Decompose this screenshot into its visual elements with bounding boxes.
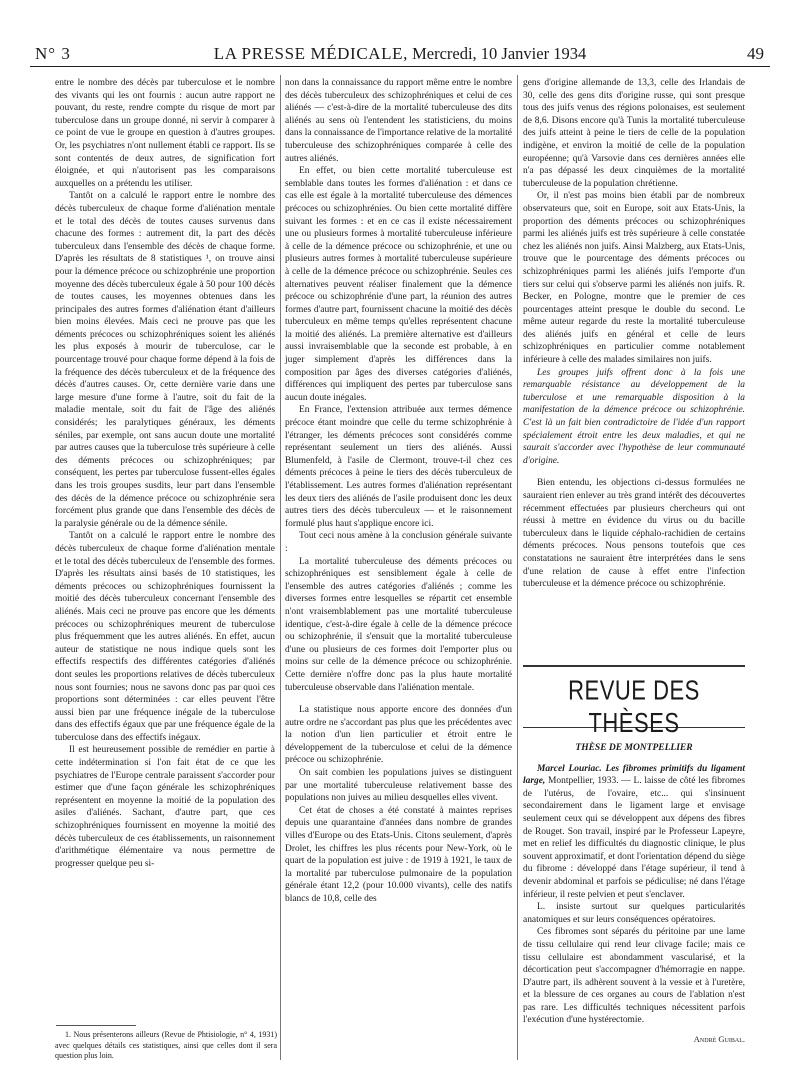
paragraph: Il est heureusement possible de remédier en partie à cette indétermination si l'on fait état de ce que les psychiatres de l'Europe centrale paraissent s'accorder pour estimer que d'une façon générale les schizophréniques représentent en moyenne la moitié de la population des asiles d'aliénés. Sachant, d'autre part, que ces schizophréniques fournissent en moyenne la moitié des décès tuberculeux de ces établissements, un raisonnement d'arithmétique élémentaire va nous permettre de progresser quelque peu si-: [55, 745, 275, 869]
paragraph: Cet état de choses a été constaté à maintes reprises depuis une quarantaine d'années dans nombre de grandes villes d'Europe ou des Etats-Unis. Citons seulement, d'après Drolet, les chiffres les plus récents pour New-York, où le quart de la population est juive : de 1919 à 1921, le taux de la mortalité par tuberculose pulmonaire de la population générale étant 12,2 (pour 10.000 vivants), celle des natifs blancs de 10,8, celle des: [285, 805, 512, 904]
thesis-summary: Montpellier, 1933. — L. laisse de côté les fibromes de l'utérus, de l'ovaire, etc... qui s'insinuent secondairement dans le ligament large et envisage seulement ceux qui se développent aux dépens des fibres de Rouget. Son travail, inspiré par le Professeur Lapeyre, met en relief les difficultés du diagnostic clinique, le plus souvent approximatif, et dont l'orientation dépend du siège du fibrome : développé dans l'étage supérieur, il tend à devenir abdominal et parfois se pédiculise; né dans l'étage inférieur, il reste pelvien et peut s'enclaver.: [523, 776, 745, 900]
review-signature: André Guibal.: [693, 1034, 745, 1045]
column-2: [285, 77, 512, 906]
column-rule: [517, 75, 518, 1060]
thesis-review: [523, 740, 745, 1046]
paragraph: Tantôt on a calculé le rapport entre le nombre des décès tuberculeux de chaque forme d'aliénation mentale et le total des décès tuberculeux de l'ensemble des formes. D'après les résultats ainsi basés de 10 statistiques, les déments précoces ou schizophréniques fournissent la moitié des décès tuberculeux concernant l'ensemble des aliénés. Mais ceci ne prouve pas encore que les déments précoces ou schizophréniques meurent de tuberculose plus fréquemment que les autres aliénés. En effet, aucun auteur de statistique ne nous indique quels sont les effectifs respectifs des différentes catégories d'aliénés dont seules les proportions relatives de décès tuberculeux nous sont fournies; nous ne savons donc pas par quoi ces proportions sont déterminées : car elles peuvent l'être aussi bien par une fréquence inégale de la tuberculose dans des effectifs égaux que par une fréquence égale de la tuberculose dans des effectifs inégaux.: [55, 531, 275, 743]
paragraph: entre le nombre des décès par tuberculose et le nombre des vivants qui les ont fournis : aucun autre rapport ne pouvant, du reste, rendre compte du risque de mort par tuberculose dans un groupe donné, ni servir à comparer à ce point de vue le groupe en question à d'autres groupes. Or, les psychiatres n'ont nullement établi ce rapport. Ils se sont contentés de deux autres, de signification fort éloignée, et qui n'autorisent pas les comparaisons auxquelles on a prétendu les utiliser.: [55, 78, 275, 189]
column-1: [55, 77, 275, 870]
journal-name: LA PRESSE MÉDICALE,: [213, 44, 408, 63]
paragraph-italic: Les groupes juifs offrent donc à la fois une remarquable résistance au développement de la tuberculose et une remarquable disposition à la manifestation de la démence précoce ou schizophrénie. C'est là un fait bien contradictoire de l'idée d'un rapport spécialement étroit entre les deux maladies, et qui ne saurait s'accorder avec l'hypothèse de leur communauté d'origine.: [523, 367, 745, 466]
review-heading: REVUE DES THÈSES: [568, 674, 700, 739]
paragraph: On sait combien les populations juives se distinguent par une mortalité tuberculeuse relativement basse des populations non juives au milieu desquelles elles vivent.: [285, 768, 512, 804]
paragraph: Tout ceci nous amène à la conclusion générale suivante :: [285, 531, 512, 554]
page-number: 49: [747, 44, 764, 63]
thesis-subheading: THÈSE DE MONTPELLIER: [575, 743, 693, 753]
column-3: [523, 77, 745, 591]
issue-date: Mercredi, 10 Janvier 1934: [412, 44, 587, 63]
paragraph: non dans la connaissance du rapport même entre le nombre des décès tuberculeux des schizophréniques et celui de ces aliénés — c'est-à-dire de la mortalité tuberculeuse des dits aliénés au sens où l'entendent les statisticiens, du moins dans la connaissance de l'importance relative de la mortalité tuberculeuse des schizophréniques comparée à celle des autres aliénés.: [285, 78, 512, 164]
footnote-text: 1. Nous présenterons ailleurs (Revue de Phtisiologie, n° 4, 1931) avec quelques détails ces statistiques, ainsi que celles dont il sera question plus loin.: [55, 1030, 277, 1060]
page-header: [30, 42, 770, 67]
paragraph: En France, l'extension attribuée aux termes démence précoce étant moindre que celle du terme schizophrénie à l'étranger, les déments précoces sont considérés comme représentant seulement un tiers des aliénés. Aussi Blumenfeld, à l'asile de Clermont, trouve-t-il chez ces déments précoces à peine le tiers des décès tuberculeux de l'établissement. Les autres formes d'aliénation représentant les deux tiers des aliénés de l'asile produisent donc les deux autres tiers des décès tuberculeux — et le raisonnement formulé plus haut s'applique encore ici.: [285, 405, 512, 529]
paragraph: La statistique nous apporte encore des données d'un autre ordre ne s'accordant pas plus que les précédentes avec la notion d'un lien particulier et étroit entre le développement de la tuberculose et celui de la démence précoce ou schizophrénie.: [285, 705, 512, 766]
footnote: [55, 1030, 277, 1062]
paragraph: L. insiste surtout sur quelques particularités anatomiques et sur leurs conséquences opératoires.: [523, 902, 745, 925]
paragraph: Or, il n'est pas moins bien établi par de nombreux observateurs que, soit en Europe, soit aux Etats-Unis, la proportion des déments précoces ou schizophréniques parmi les aliénés juifs est très supérieure à celle constatée chez les aliénés non juifs. Ainsi Malzberg, aux Etats-Unis, trouve que le pourcentage des déments précoces ou schizophréniques parmi les aliénés juifs l'emporte d'un tiers sur celui qui s'observe parmi les aliénés non juifs. R. Becker, en Pologne, montre que le premier de ces pourcentages atteint presque le double du second. Le même auteur regarde du reste la mortalité tuberculeuse des aliénés juifs en général et celle de leurs schizophréniques en particulier comme notablement inférieure à celle des malades similaires non juifs.: [523, 191, 745, 366]
issue-number: N° 3: [35, 44, 71, 63]
paragraph: gens d'origine allemande de 13,3, celle des Irlandais de 30, celle des gens dits d'origine russe, qui sont presque tous des juifs venus des régions polonaises, est seulement de 8,6. Disons encore qu'à Tunis la mortalité tuberculeuse des juifs atteint à peine le tiers de celle de la population indigène, et environ la moitié de celle de la population européenne; qu'à Varsovie dans ces dernières années elle n'a pas dépassé les deux cinquièmes de la mortalité tuberculeuse de la population chrétienne.: [523, 78, 745, 189]
review-heading-box: [523, 665, 745, 739]
column-rule: [280, 75, 281, 1060]
paragraph: Bien entendu, les objections ci-dessus formulées ne sauraient rien enlever au très grand intérêt des découvertes récemment effectuées par plusieurs chercheurs qui ont réussi à mettre en évidence du virus ou du bacille tuberculeux dans le liquide céphalo-rachidien de certains déments précoces. Nous pensons toutefois que ces constatations ne sauraient être interprétées dans le sens d'une relation de cause à effet entre l'infection tuberculeuse et la démence précoce ou schizophrénie.: [523, 478, 745, 590]
paragraph: Tantôt on a calculé le rapport entre le nombre des décès tuberculeux de chaque forme d'aliénation mentale et le total des décès de toutes causes survenus dans chacune des formes : autrement dit, la part des décès tuberculeux dans l'ensemble des décès de chaque forme. D'après les résultats de 8 statistiques ¹, on trouve ainsi pour la démence précoce ou schizophrénie une proportion moyenne des décès tuberculeux égale à 50 pour 100 décès de toutes causes, les moyennes obtenues dans les principales des autres formes d'aliénation étant d'ailleurs bien moins élevées. Mais ceci ne prouve pas que les déments précoces ou schizophréniques soient les aliénés les plus exposés à mourir de tuberculose, car le pourcentage trouvé pour chaque forme dépend à la fois de la fréquence des décès tuberculeux et de la fréquence des décès d'autres causes. Or, cette dernière varie dans une large mesure d'une forme à l'autre, soit du fait de la maladie mentale, soit du fait de l'âge des aliénés considérés; les paralytiques généraux, les déments séniles, par exemple, ont sans aucun doute une mortalité par autres causes que la tuberculose très supérieure à celle des déments précoces ou schizophréniques; par conséquent, les pertes par tuberculose fussent-elles égales dans les trois groupes susdits, leur part dans l'ensemble des décès de la démence précoce ou schizophrénie sera forcément plus grande que dans l'ensemble des décès de la paralysie générale ou de la démence sénile.: [55, 191, 275, 529]
paragraph: La mortalité tuberculeuse des déments précoces ou schizophréniques est sensiblement égale à celle de l'ensemble des autres catégories d'aliénés ; comme les diverses formes entre lesquelles se répartit cet ensemble n'ont vraisemblablement pas une mortalité tuberculeuse identique, c'est-à-dire égale à celle de la démence précoce ou schizophrénie, il s'ensuit que la mortalité tuberculeuse d'une ou plusieurs de ces formes doit l'emporter plus ou moins sur celle de la démence précoce ou schizophrénie. Cette dernière n'offre donc pas la plus haute mortalité tuberculeuse observable dans l'aliénation mentale.: [285, 556, 512, 693]
paragraph: En effet, ou bien cette mortalité tuberculeuse est semblable dans toutes les formes d'aliénation : et dans ce cas elle est égale à la mortalité tuberculeuse des démences précoces ou schizophrénies. Ou bien cette mortalité diffère suivant les formes : et en ce cas il existe nécessairement une ou plusieurs formes à mortalité tuberculeuse inférieure à celle de la démence précoce ou schizophrénie, et une ou plusieurs autres formes à mortalité tuberculeuse supérieure à celle de la démence précoce ou schizophrénie. Seules ces alternatives peuvent réaliser finalement que la démence précoce ou schizophrénie d'une part, la réunion des autres formes d'autre part, fournissent chacune la moitié des décès tuberculeux en même temps qu'elles représentent chacune la moitié des aliénés. La première alternative est d'ailleurs aussi invraisemblable que la seconde est probable, à en juger simplement d'après les différences dans la composition par âges des diverses catégories d'aliénés, différences qui impliquent des pertes par tuberculose sans aucun doute inégales.: [285, 166, 512, 403]
journal-title: [30, 44, 770, 64]
thesis-entry: [523, 763, 745, 902]
paragraph: Ces fibromes sont séparés du péritoine par une lame de tissu cellulaire qui rend leur clivage facile; mais ce tissu cellulaire est abondamment vascularisé, et la décortication peut s'accompagner d'hémorragie en nappe. D'autre part, ils adhèrent souvent à la vessie et à l'uretère, et la blessure de ces organes au cours de l'ablation n'est pas rare. Les difficultés techniques nécessitent parfois l'exécution d'une hystérectomie.: [523, 927, 745, 1026]
thesis-title: Marcel Louriac. Les fibromes primitifs du ligament large,: [523, 763, 745, 787]
footnote-rule: [56, 1025, 136, 1026]
